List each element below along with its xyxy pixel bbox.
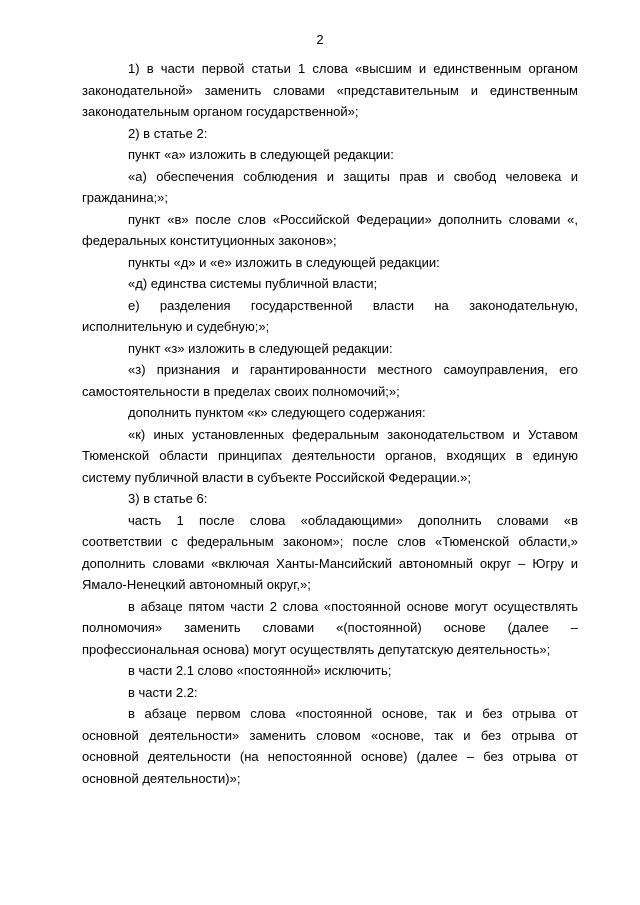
paragraph-9: пункт «з» изложить в следующей редакции: <box>128 340 393 356</box>
paragraph-3: пункт «а» изложить в следующей редакции: <box>128 147 394 162</box>
paragraph-6: пункты «д» и «е» изложить в следующей редакции: <box>128 254 440 270</box>
paragraph-18: в абзаце первом слова «постоянной основе, так и без отрыва от основной деятельности» заменить словом «основе, так и без отрыва от основной деятельности (на непостоянной основе) (далее – без отрыва от основной деятельности)»; <box>82 706 578 786</box>
paragraph-4: «а) обеспечения соблюдения и защиты прав и свобод человека и гражданина;»; <box>82 168 578 205</box>
page-number: 2 <box>316 32 324 47</box>
paragraph-10: «з) признания и гарантированности местного самоуправления, его самостоятельности в пределах своих полномочий;»; <box>82 362 578 399</box>
paragraph-17: в части 2.2: <box>128 684 198 700</box>
paragraph-1: 1) в части первой статьи 1 слова «высшим и единственным органом законодательной» заменить словами «представительным и единственным законодательным органом государственной»; <box>82 61 578 119</box>
paragraph-7: «д) единства системы публичной власти; <box>128 276 378 291</box>
paragraph-2: 2) в статье 2: <box>128 125 208 141</box>
paragraph-16: в части 2.1 слово «постоянной» исключить; <box>128 663 392 678</box>
paragraph-5: пункт «в» после слов «Российской Федерации» дополнить словами «, федеральных конституционных законов»; <box>82 211 578 248</box>
paragraph-13: 3) в статье 6: <box>128 491 208 506</box>
paragraph-11: дополнить пунктом «к» следующего содержания: <box>128 405 426 420</box>
paragraph-12: «к) иных установленных федеральным законодательством и Уставом Тюменской области принципах деятельности органов, входящих в единую систему публичной власти в субъекте Российской Федерации.»; <box>82 426 578 485</box>
document-body <box>82 58 578 789</box>
paragraph-15: в абзаце пятом части 2 слова «постоянной основе могут осуществлять полномочия» заменить словами «(постоянной) основе (далее – профессиональная основа) могут осуществлять депутатскую деятельность»; <box>82 598 578 657</box>
paragraph-14: часть 1 после слова «обладающими» дополнить словами «в соответствии с федеральным законом»; после слов «Тюменской области,» дополнить словами «включая Ханты-Мансийский автономный округ – Югру и Ямало-Ненецкий автономный округ,»; <box>82 512 578 592</box>
paragraph-8: е) разделения государственной власти на законодательную, исполнительную и судебную;»; <box>82 297 578 334</box>
